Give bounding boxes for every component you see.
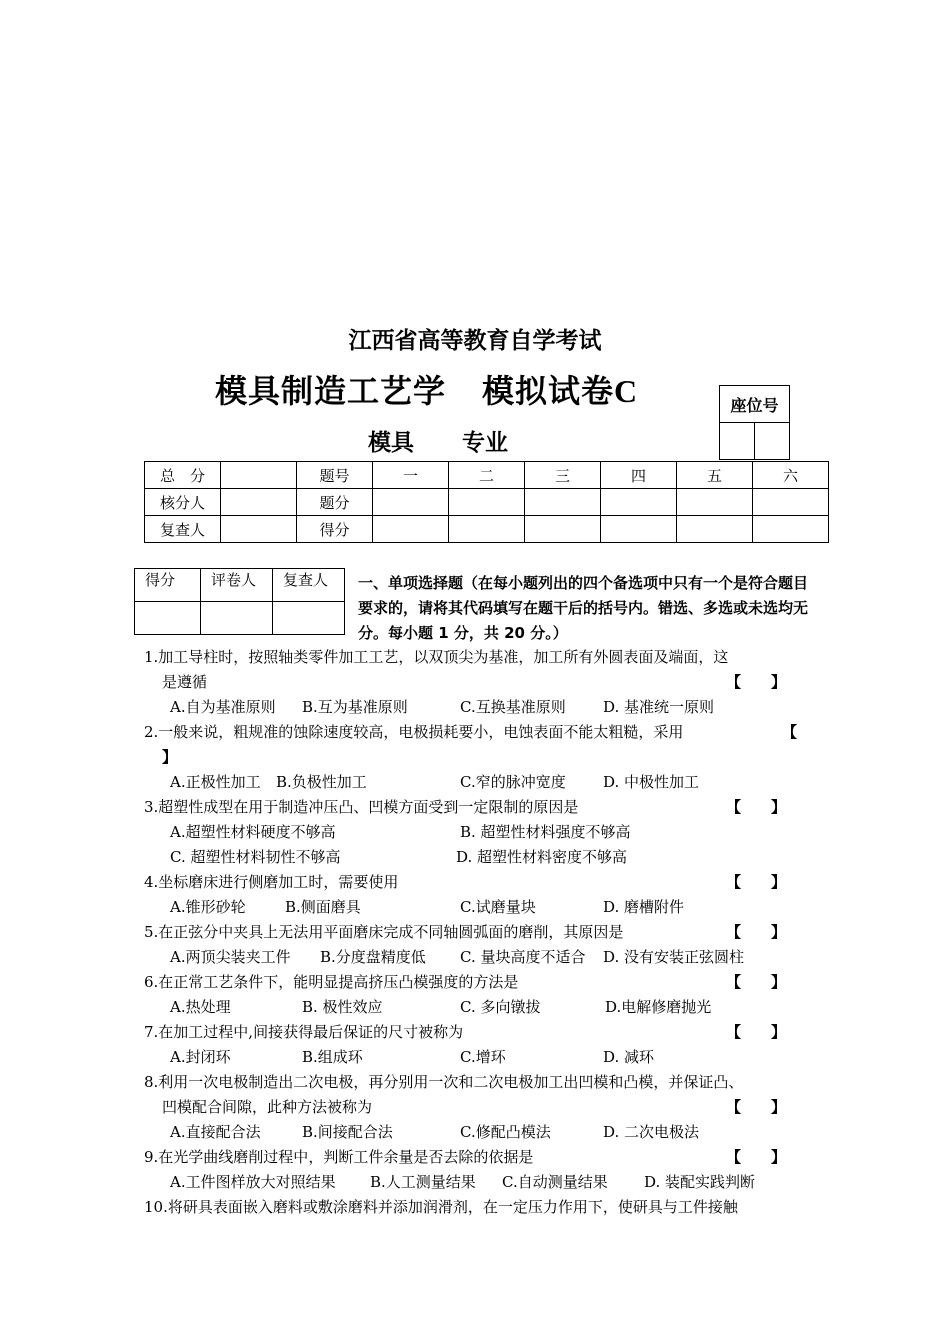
answer-bracket[interactable]: 【 】: [726, 873, 787, 891]
option[interactable]: D. 减环: [603, 1048, 655, 1066]
option[interactable]: B. 极性效应: [302, 998, 383, 1016]
col-header: 四: [601, 462, 677, 489]
course-title: 模具制造工艺学: [215, 372, 447, 410]
option[interactable]: C. 量块高度不适合: [460, 948, 586, 966]
answer-bracket[interactable]: 【 】: [726, 798, 787, 816]
grader-cell[interactable]: [201, 602, 273, 635]
qscore-cell[interactable]: [753, 489, 829, 516]
question-stem: 2.一般来说，粗规准的蚀除速度较高，电极损耗要小，电蚀表面不能太粗糙，采用: [144, 723, 684, 741]
col-header: 三: [525, 462, 601, 489]
qscore-cell[interactable]: [449, 489, 525, 516]
got-cell[interactable]: [601, 516, 677, 543]
question-stem: 9.在光学曲线磨削过程中，判断工件余量是否去除的依据是: [144, 1148, 534, 1166]
option[interactable]: A.直接配合法: [170, 1123, 261, 1141]
col-header: 一: [373, 462, 449, 489]
option[interactable]: D. 装配实践判断: [644, 1173, 756, 1191]
question-stem-row: [144, 970, 834, 995]
exam-name: 江西省高等教育自学考试: [348, 328, 602, 354]
qscore-cell[interactable]: [677, 489, 753, 516]
got-label: 得分: [297, 516, 373, 543]
grader-score-cell[interactable]: [135, 602, 201, 635]
option[interactable]: B.负极性加工: [276, 773, 367, 791]
question-stem-cont: [144, 670, 834, 695]
question-options: [144, 895, 834, 920]
seat-cell-2[interactable]: [755, 423, 790, 460]
option[interactable]: B.互为基准原则: [302, 698, 408, 716]
option[interactable]: D. 没有安装正弦圆柱: [603, 948, 745, 966]
qno-label: 题号: [297, 462, 373, 489]
grader-box: [134, 568, 345, 635]
option[interactable]: B.组成环: [302, 1048, 363, 1066]
option[interactable]: D. 二次电极法: [603, 1123, 700, 1141]
got-cell[interactable]: [449, 516, 525, 543]
option[interactable]: B.分度盘精度低: [320, 948, 426, 966]
option[interactable]: A.正极性加工: [170, 773, 261, 791]
option[interactable]: D. 磨槽附件: [603, 898, 685, 916]
option[interactable]: D.电解修磨抛光: [605, 998, 712, 1016]
option[interactable]: B.侧面磨具: [285, 898, 361, 916]
option[interactable]: A.热处理: [170, 998, 231, 1016]
answer-bracket[interactable]: 【 】: [726, 1023, 787, 1041]
section-instructions: 一、单项选择题（在每小题列出的四个备选项中只有一个是符合题目要求的，请将其代码填写在题干后的括号内。错选、多选或未选均无分。每小题 1 分，共 20 分。）: [358, 574, 809, 642]
paper-title: [215, 366, 638, 412]
answer-bracket[interactable]: 【 】: [726, 1098, 787, 1116]
question-stem-text: 凹模配合间隙，此种方法被称为: [162, 1098, 373, 1116]
option[interactable]: A.锥形砂轮: [170, 898, 246, 916]
option[interactable]: C.试磨量块: [460, 898, 536, 916]
question-options: [144, 1120, 834, 1145]
answer-bracket-close-row: [144, 745, 834, 770]
qscore-cell[interactable]: [601, 489, 677, 516]
question-list: [144, 645, 834, 1220]
qscore-cell[interactable]: [373, 489, 449, 516]
answer-bracket-close[interactable]: 】: [162, 748, 178, 766]
col-header: 二: [449, 462, 525, 489]
option[interactable]: A.封闭环: [170, 1048, 231, 1066]
col-header: 六: [753, 462, 829, 489]
qscore-label: 题分: [297, 489, 373, 516]
seat-label: 座位号: [720, 386, 790, 423]
total-label: 总 分: [145, 462, 221, 489]
total-value-cell[interactable]: [221, 462, 297, 489]
option[interactable]: C. 超塑性材料韧性不够高: [170, 848, 341, 866]
major-line: [368, 424, 508, 457]
paper-letter: C: [614, 373, 639, 409]
question-options: [144, 820, 834, 845]
question-options: [144, 995, 834, 1020]
question-stem: 10.将研具表面嵌入磨料或敷涂磨料并添加润滑剂，在一定压力作用下，使研具与工件接触: [144, 1198, 738, 1216]
answer-bracket[interactable]: 【 】: [726, 973, 787, 991]
rechecker-cell[interactable]: [221, 516, 297, 543]
option[interactable]: D. 基准统一原则: [603, 698, 715, 716]
question-stem: 5.在正弦分中夹具上无法用平面磨床完成不同轴圆弧面的磨削，其原因是: [144, 923, 624, 941]
question-options: [144, 1170, 834, 1195]
option[interactable]: A.工件图样放大对照结果: [170, 1173, 336, 1191]
question-stem: 6.在正常工艺条件下，能明显提高挤压凸模强度的方法是: [144, 973, 519, 991]
question-stem-row: [144, 870, 834, 895]
option[interactable]: D. 中极性加工: [603, 773, 700, 791]
col-header: 五: [677, 462, 753, 489]
question-stem-cont: [144, 1095, 834, 1120]
score-table: [144, 461, 829, 543]
question-stem: 7.在加工过程中,间接获得最后保证的尺寸被称为: [144, 1023, 464, 1041]
got-cell[interactable]: [525, 516, 601, 543]
option[interactable]: C.窄的脉冲宽度: [460, 773, 566, 791]
answer-bracket-open[interactable]: 【: [782, 723, 798, 741]
checker-cell[interactable]: [221, 489, 297, 516]
option[interactable]: C.自动测量结果: [502, 1173, 608, 1191]
question-stem: 4.坐标磨床进行侧磨加工时，需要使用: [144, 873, 399, 891]
option[interactable]: C. 多向镦拔: [460, 998, 541, 1016]
question-stem: 3.超塑性成型在用于制造冲压凸、凹模方面受到一定限制的原因是: [144, 798, 579, 816]
major-name: 模具: [368, 430, 414, 456]
option[interactable]: B.人工测量结果: [370, 1173, 476, 1191]
question-options: [144, 945, 834, 970]
major-suffix: 专业: [462, 430, 508, 456]
option[interactable]: C.增环: [460, 1048, 506, 1066]
answer-bracket[interactable]: 【 】: [726, 923, 787, 941]
option[interactable]: C.修配凸模法: [460, 1123, 551, 1141]
grader-rechecker-cell[interactable]: [273, 602, 345, 635]
option[interactable]: C.互换基准原则: [460, 698, 566, 716]
answer-bracket[interactable]: 【 】: [726, 673, 787, 691]
got-cell[interactable]: [373, 516, 449, 543]
question-stem: 8.利用一次电极制造出二次电极，再分别用一次和二次电极加工出凹模和凸模，并保证凸、: [144, 1073, 744, 1091]
question-options: [144, 770, 834, 795]
grader-rechecker-label: 复查人: [273, 569, 345, 602]
option[interactable]: B.间接配合法: [302, 1123, 393, 1141]
option[interactable]: B. 超塑性材料强度不够高: [460, 823, 631, 841]
question-stem-row: [144, 795, 834, 820]
question-options: [144, 1045, 834, 1070]
grader-label: 评卷人: [201, 569, 273, 602]
question-stem-row: [144, 1020, 834, 1045]
grader-score-label: 得分: [135, 569, 201, 602]
question-stem-row: [144, 1145, 834, 1170]
seat-cell-1[interactable]: [720, 423, 755, 460]
paper-title-text: 模拟试卷: [482, 372, 615, 410]
got-cell[interactable]: [677, 516, 753, 543]
question-stem-row: [144, 920, 834, 945]
option[interactable]: D. 超塑性材料密度不够高: [456, 848, 628, 866]
question-stem-text: 是遵循: [162, 673, 208, 691]
option[interactable]: A.两顶尖装夹工件: [170, 948, 291, 966]
question-options: [144, 845, 834, 870]
got-cell[interactable]: [753, 516, 829, 543]
question-stem: 1.加工导柱时，按照轴类零件加工工艺，以双顶尖为基准，加工所有外圆表面及端面，这: [144, 648, 729, 666]
seat-number-box: [719, 385, 790, 460]
rechecker-label: 复查人: [145, 516, 221, 543]
question-stem-row: [144, 720, 834, 745]
answer-bracket[interactable]: 【 】: [726, 1148, 787, 1166]
option[interactable]: A.超塑性材料硬度不够高: [170, 823, 336, 841]
qscore-cell[interactable]: [525, 489, 601, 516]
checker-label: 核分人: [145, 489, 221, 516]
option[interactable]: A.自为基准原则: [170, 698, 276, 716]
question-options: [144, 695, 834, 720]
